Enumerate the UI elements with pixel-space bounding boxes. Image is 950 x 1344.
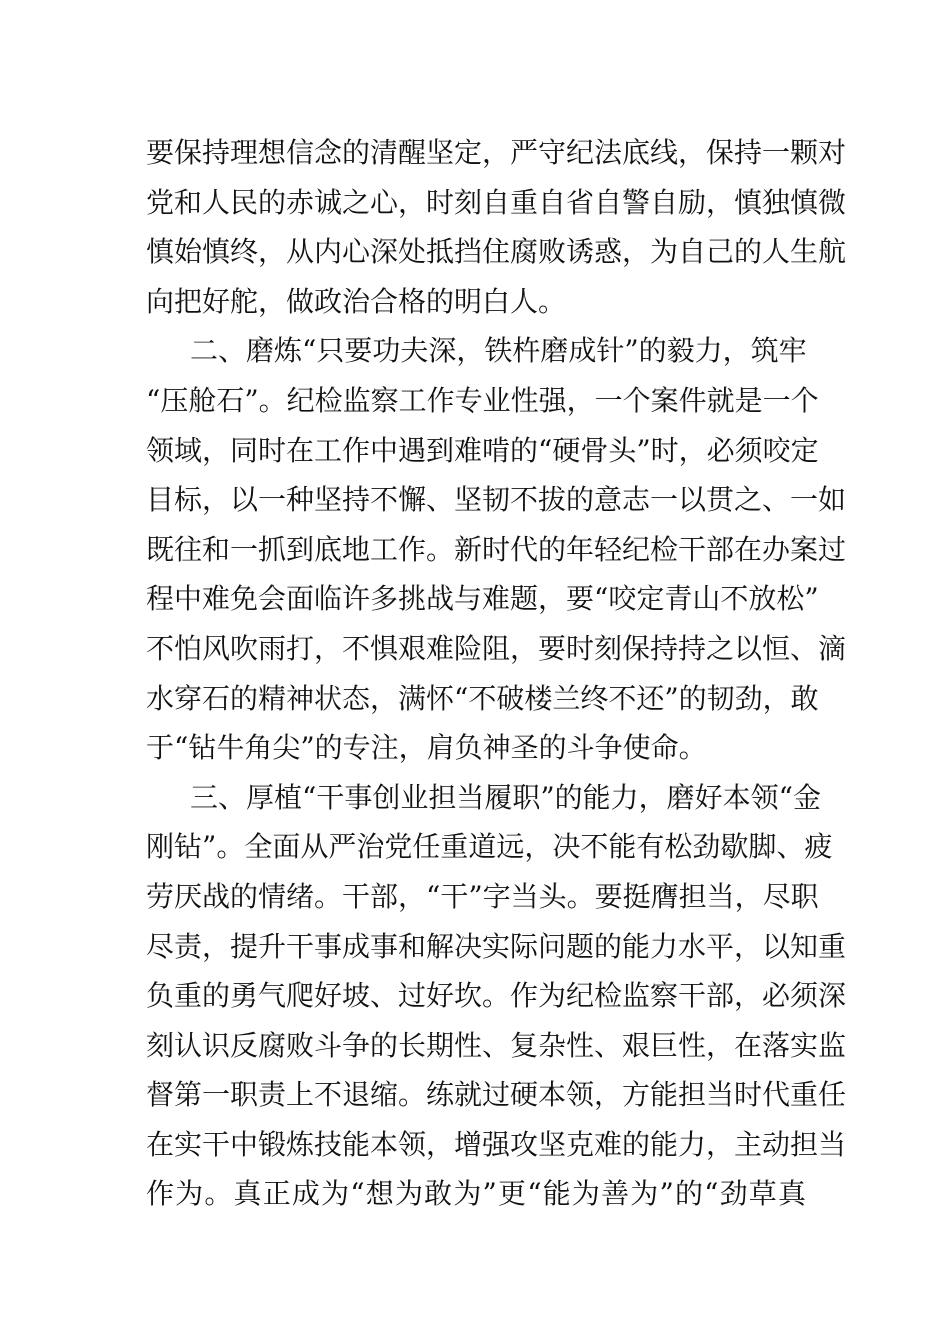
text-line: 既往和一抓到底地工作。新时代的年轻纪检干部在办案过	[146, 532, 847, 566]
paragraph-heading-line: 二、磨炼“只要功夫深，铁杵磨成针”的毅力，筑牢	[190, 334, 807, 368]
text-line: 水穿石的精神状态，满怀“不破楼兰终不还”的韧劲，敢	[146, 681, 819, 715]
text-line: 劳厌战的情绪。干部，“干”字当头。要挺膺担当，尽职	[146, 879, 819, 913]
text-line: 程中难免会面临许多挑战与难题，要“咬定青山不放松”	[146, 582, 819, 616]
text-line: 于“钻牛角尖”的专注，肩负神圣的斗争使命。	[146, 731, 707, 765]
text-line: 要保持理想信念的清醒坚定，严守纪法底线，保持一颗对	[146, 136, 847, 169]
text-line: 督第一职责上不退缩。练就过硬本领，方能担当时代重任	[146, 1078, 847, 1112]
text-line: 作为。真正成为“想为敢为”更“能为善为”的“劲草真	[146, 1177, 806, 1211]
text-line: 刚钻”。全面从严治党任重道远，决不能有松劲歇脚、疲	[146, 830, 833, 864]
text-line: 刻认识反腐败斗争的长期性、复杂性、艰巨性，在落实监	[146, 1028, 847, 1062]
paragraph-heading-line: 三、厚植“干事创业担当履职”的能力，磨好本领“金	[190, 780, 821, 814]
text-line: 不怕风吹雨打，不惧艰难险阻，要时刻保持持之以恒、滴	[146, 631, 847, 665]
text-line: 慎始慎终，从内心深处抵挡住腐败诱惑，为自己的人生航	[146, 235, 847, 269]
text-line: 在实干中锻炼技能本领，增强攻坚克难的能力，主动担当	[146, 1127, 847, 1161]
text-line: 负重的勇气爬好坡、过好坎。作为纪检监察干部，必须深	[146, 979, 847, 1013]
body-text	[146, 128, 847, 1219]
text-line: 尽责，提升干事成事和解决实际问题的能力水平，以知重	[146, 929, 847, 963]
text-line: 向把好舵，做政治合格的明白人。	[146, 284, 567, 318]
text-line: 党和人民的赤诚之心，时刻自重自省自警自励，慎独慎微	[146, 185, 847, 219]
text-line: 目标，以一种坚持不懈、坚韧不拔的意志一以贯之、一如	[146, 483, 847, 517]
text-line: “压舱石”。纪检监察工作专业性强，一个案件就是一个	[146, 383, 819, 417]
text-line: 领域，同时在工作中遇到难啃的“硬骨头”时，必须咬定	[146, 433, 819, 467]
